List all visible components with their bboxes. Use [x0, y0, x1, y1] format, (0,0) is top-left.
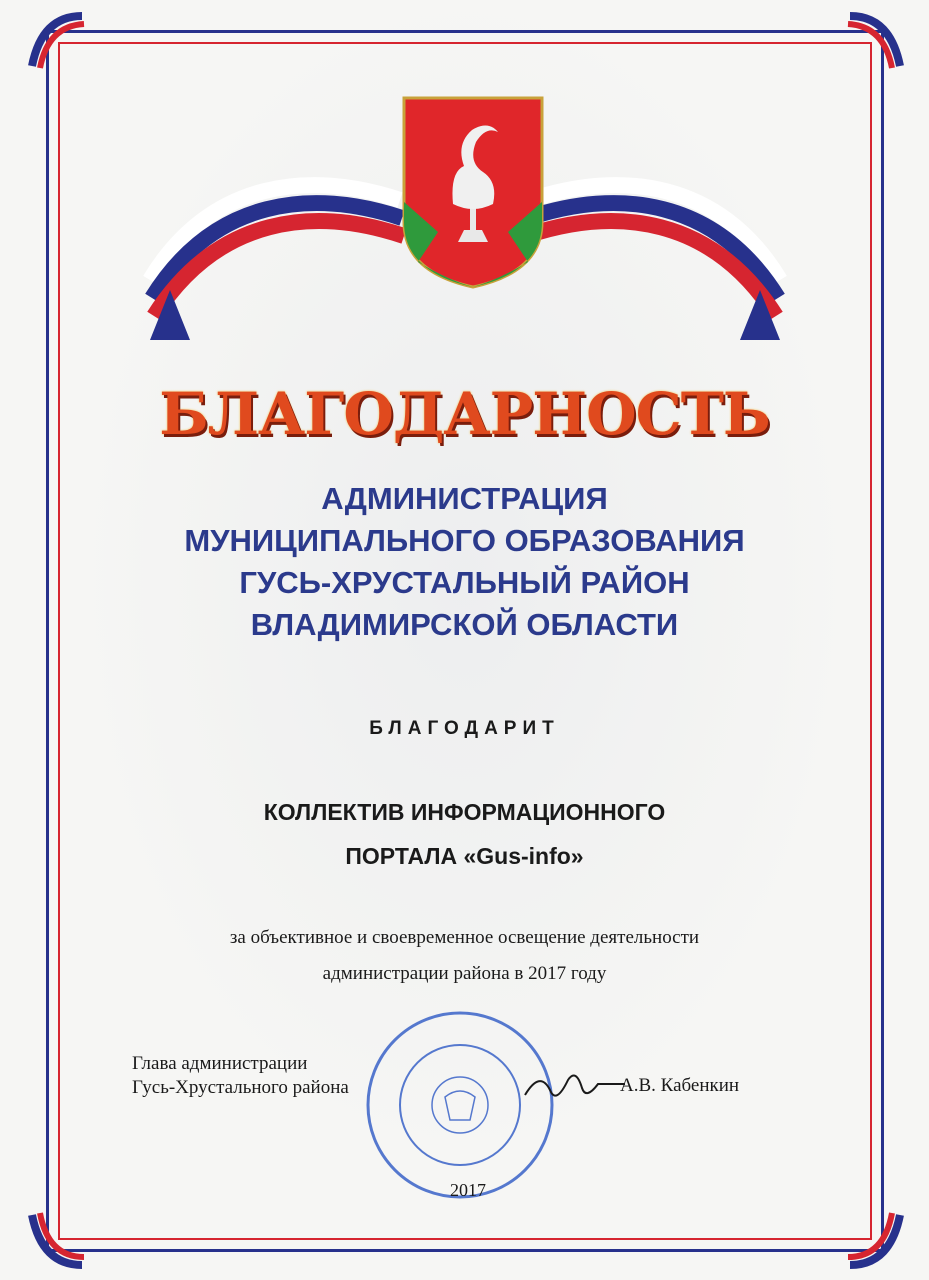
corner-ribbon-bottom-left — [22, 1205, 92, 1275]
swan-crystal-coat-of-arms-icon — [398, 92, 548, 292]
organization-line: ГУСЬ-ХРУСТАЛЬНЫЙ РАЙОН — [239, 565, 690, 600]
thanks-verb: БЛАГОДАРИТ — [369, 718, 560, 739]
issuing-organization — [0, 478, 929, 646]
corner-ribbon-bottom-right — [840, 1205, 910, 1275]
signatory-title-line: Глава администрации — [132, 1053, 308, 1074]
recipient-line: ПОРТАЛА «Gus-info» — [345, 843, 584, 869]
signatory-name: А.В. Кабенкин — [620, 1075, 740, 1096]
reason-text — [0, 920, 929, 992]
certificate-title: БЛАГОДАРНОСТЬ — [159, 380, 770, 448]
handwritten-signature — [520, 1060, 630, 1120]
recipient-line: КОЛЛЕКТИВ ИНФОРМАЦИОННОГО — [263, 799, 666, 825]
signatory-title-line: Гусь-Хрустального района — [132, 1077, 349, 1098]
organization-line: МУНИЦИПАЛЬНОГО ОБРАЗОВАНИЯ — [184, 523, 745, 558]
organization-line: ВЛАДИМИРСКОЙ ОБЛАСТИ — [250, 607, 679, 642]
reason-line: за объективное и своевременное освещение деятельности — [229, 927, 700, 948]
organization-line: АДМИНИСТРАЦИЯ — [321, 481, 608, 516]
corner-ribbon-top-right — [840, 6, 910, 76]
corner-ribbon-top-left — [22, 6, 92, 76]
signature-year: 2017 — [450, 1180, 486, 1200]
recipient — [0, 790, 929, 878]
signatory-title — [132, 1052, 349, 1100]
reason-line: администрации района в 2017 году — [322, 963, 607, 984]
